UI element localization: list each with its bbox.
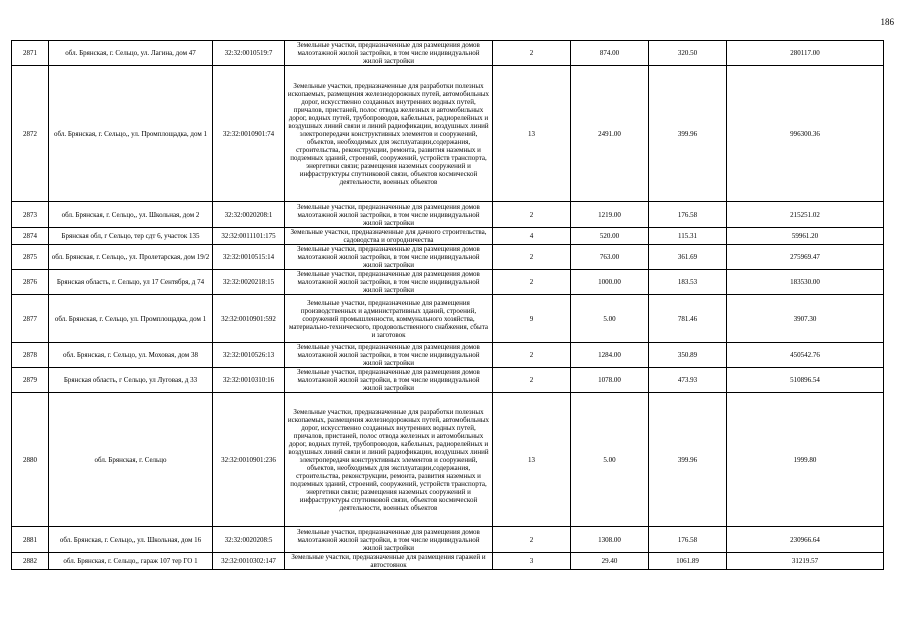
address-cell: обл. Брянская, г. Сельцо,, ул. Школьная, дом 16 <box>49 527 213 553</box>
rate-cell: 473.93 <box>649 368 727 393</box>
row-number: 2871 <box>12 41 49 66</box>
cadastral-number-cell: 32:32:0020208:1 <box>213 202 285 228</box>
rate-cell: 399.96 <box>649 393 727 527</box>
row-number: 2882 <box>12 553 49 570</box>
land-use-cell: Земельные участки, предназначенные для размещения домов малоэтажной жилой застройки, в том числе индивидуальной жилой застройки <box>285 245 493 270</box>
group-cell: 4 <box>493 228 571 245</box>
land-use-cell: Земельные участки, предназначенные для размещения домов малоэтажной жилой застройки, в том числе индивидуальной жилой застройки <box>285 368 493 393</box>
rate-cell: 176.58 <box>649 202 727 228</box>
cadastral-value-cell: 275969.47 <box>727 245 884 270</box>
cadastral-value-cell: 996300.36 <box>727 66 884 202</box>
address-cell: обл. Брянская, г. Сельцо, ул. Лагина, дом 47 <box>49 41 213 66</box>
row-number: 2876 <box>12 270 49 295</box>
group-cell: 2 <box>493 202 571 228</box>
cadastral-value-cell: 215251.02 <box>727 202 884 228</box>
cadastral-value-cell: 280117.00 <box>727 41 884 66</box>
table-row <box>12 393 884 527</box>
cadastral-number-cell: 32:32:0010901:592 <box>213 295 285 343</box>
land-registry-table <box>11 40 884 570</box>
rate-cell: 183.53 <box>649 270 727 295</box>
row-number: 2874 <box>12 228 49 245</box>
cadastral-value-cell: 230966.64 <box>727 527 884 553</box>
address-cell: Брянская область, г. Сельцо, ул 17 Сентября, д 74 <box>49 270 213 295</box>
table-row <box>12 41 884 66</box>
land-use-cell: Земельные участки, предназначенные для разработки полезных ископаемых, размещения железнодорожных путей, автомобильных дорог, искусственно созданных внутренних водных путей, причалов, пристаней, полос отвода железных и автомобильных дорог, водных путей, трубопроводов, кабельных, радиорелейных и воздушных линий связи и линий радиофикации, воздушных линий электропередачи конструктивных элементов и сооружений, объектов, необходимых для эксплуатации,содержания, строительства, реконструкции, ремонта, развития наземных и подземных зданий, строений, сооружений, устройств транспорта, энергетики связи; размещения наземных сооружений и инфраструктуры спутниковой связи, объектов космической деятельности, военных объектов <box>285 66 493 202</box>
area-cell: 763.00 <box>571 245 649 270</box>
area-cell: 5.00 <box>571 295 649 343</box>
area-cell: 1219.00 <box>571 202 649 228</box>
rate-cell: 115.31 <box>649 228 727 245</box>
cadastral-number-cell: 32:32:0010519:7 <box>213 41 285 66</box>
table-row <box>12 343 884 368</box>
address-cell: Брянская область, г Сельцо, ул Луговая, д 33 <box>49 368 213 393</box>
area-cell: 520.00 <box>571 228 649 245</box>
group-cell: 2 <box>493 527 571 553</box>
group-cell: 2 <box>493 245 571 270</box>
row-number: 2875 <box>12 245 49 270</box>
rate-cell: 781.46 <box>649 295 727 343</box>
cadastral-value-cell: 31219.57 <box>727 553 884 570</box>
area-cell: 1000.00 <box>571 270 649 295</box>
area-cell: 874.00 <box>571 41 649 66</box>
address-cell: обл. Брянская, г. Сельцо, ул. Моховая, дом 38 <box>49 343 213 368</box>
land-use-cell: Земельные участки, предназначенные для дачного строительства, садоводства и огородничества <box>285 228 493 245</box>
land-use-cell: Земельные участки, предназначенные для размещения домов малоэтажной жилой застройки, в том числе индивидуальной жилой застройки <box>285 343 493 368</box>
land-use-cell: Земельные участки, предназначенные для размещения домов малоэтажной жилой застройки, в том числе индивидуальной жилой застройки <box>285 202 493 228</box>
table-row <box>12 368 884 393</box>
land-use-cell: Земельные участки, предназначенные для размещения производственных и административных зданий, строений, сооружений промышленности, коммунального хозяйства, материально-технического, продовольственного снабжения, сбыта и заготовок <box>285 295 493 343</box>
table-row <box>12 527 884 553</box>
table-row <box>12 553 884 570</box>
cadastral-number-cell: 32:32:0010302:147 <box>213 553 285 570</box>
land-use-cell: Земельные участки, предназначенные для размещения гаражей и автостоянок <box>285 553 493 570</box>
table-row <box>12 202 884 228</box>
land-use-cell: Земельные участки, предназначенные для разработки полезных ископаемых, размещения железнодорожных путей, автомобильных дорог, искусственно созданных внутренних водных путей, причалов, пристаней, полос отвода железных и автомобильных дорог, водных путей, трубопроводов, кабельных, радиорелейных и воздушных линий связи и линий радиофикации, воздушных линий электропередачи конструктивных элементов и сооружений, объектов, необходимых для эксплуатации,содержания, строительства, реконструкции, ремонта, развития наземных и подземных зданий, строений, сооружений, устройств транспорта, энергетики связи; размещения наземных сооружений и инфраструктуры спутниковой связи, объектов космической деятельности, военных объектов <box>285 393 493 527</box>
land-use-cell: Земельные участки, предназначенные для размещения домов малоэтажной жилой застройки, в том числе индивидуальной жилой застройки <box>285 527 493 553</box>
cadastral-number-cell: 32:32:0020218:15 <box>213 270 285 295</box>
row-number: 2880 <box>12 393 49 527</box>
cadastral-value-cell: 183530.00 <box>727 270 884 295</box>
address-cell: обл. Брянская, г. Сельцо <box>49 393 213 527</box>
cadastral-number-cell: 32:32:0010901:74 <box>213 66 285 202</box>
row-number: 2881 <box>12 527 49 553</box>
table-row <box>12 245 884 270</box>
area-cell: 1284.00 <box>571 343 649 368</box>
cadastral-value-cell: 510896.54 <box>727 368 884 393</box>
cadastral-value-cell: 450542.76 <box>727 343 884 368</box>
cadastral-value-cell: 59961.20 <box>727 228 884 245</box>
group-cell: 3 <box>493 553 571 570</box>
group-cell: 2 <box>493 343 571 368</box>
address-cell: Брянская обл, г Сельцо, тер сдт 6, участок 135 <box>49 228 213 245</box>
group-cell: 13 <box>493 66 571 202</box>
table-row <box>12 228 884 245</box>
row-number: 2878 <box>12 343 49 368</box>
land-use-cell: Земельные участки, предназначенные для размещения домов малоэтажной жилой застройки, в том числе индивидуальной жилой застройки <box>285 270 493 295</box>
cadastral-number-cell: 32:32:0010526:13 <box>213 343 285 368</box>
address-cell: обл. Брянская, г. Сельцо,, ул. Промплощадка, дом 1 <box>49 66 213 202</box>
group-cell: 13 <box>493 393 571 527</box>
area-cell: 29.40 <box>571 553 649 570</box>
cadastral-number-cell: 32:32:0010515:14 <box>213 245 285 270</box>
table-row <box>12 270 884 295</box>
row-number: 2873 <box>12 202 49 228</box>
group-cell: 2 <box>493 270 571 295</box>
rate-cell: 320.50 <box>649 41 727 66</box>
row-number: 2879 <box>12 368 49 393</box>
cadastral-value-cell: 1999.80 <box>727 393 884 527</box>
rate-cell: 399.96 <box>649 66 727 202</box>
land-use-cell: Земельные участки, предназначенные для размещения домов малоэтажной жилой застройки, в том числе индивидуальной жилой застройки <box>285 41 493 66</box>
page-number: 186 <box>880 17 894 27</box>
cadastral-number-cell: 32:32:0011101:175 <box>213 228 285 245</box>
area-cell: 1078.00 <box>571 368 649 393</box>
row-number: 2872 <box>12 66 49 202</box>
group-cell: 9 <box>493 295 571 343</box>
group-cell: 2 <box>493 368 571 393</box>
cadastral-number-cell: 32:32:0010901:236 <box>213 393 285 527</box>
rate-cell: 176.58 <box>649 527 727 553</box>
address-cell: обл. Брянская, г. Сельцо,, ул. Школьная, дом 2 <box>49 202 213 228</box>
table-row <box>12 66 884 202</box>
area-cell: 2491.00 <box>571 66 649 202</box>
area-cell: 5.00 <box>571 393 649 527</box>
address-cell: обл. Брянская, г. Сельцо,, гараж 107 тер ГО 1 <box>49 553 213 570</box>
cadastral-value-cell: 3907.30 <box>727 295 884 343</box>
address-cell: обл. Брянская, г. Сельцо,, ул. Пролетарская, дом 19/2 <box>49 245 213 270</box>
rate-cell: 350.89 <box>649 343 727 368</box>
rate-cell: 1061.89 <box>649 553 727 570</box>
row-number: 2877 <box>12 295 49 343</box>
area-cell: 1308.00 <box>571 527 649 553</box>
cadastral-number-cell: 32:32:0010310:16 <box>213 368 285 393</box>
cadastral-number-cell: 32:32:0020208:5 <box>213 527 285 553</box>
rate-cell: 361.69 <box>649 245 727 270</box>
group-cell: 2 <box>493 41 571 66</box>
address-cell: обл. Брянская, г. Сельцо, ул. Промплощадка, дом 1 <box>49 295 213 343</box>
table-row <box>12 295 884 343</box>
